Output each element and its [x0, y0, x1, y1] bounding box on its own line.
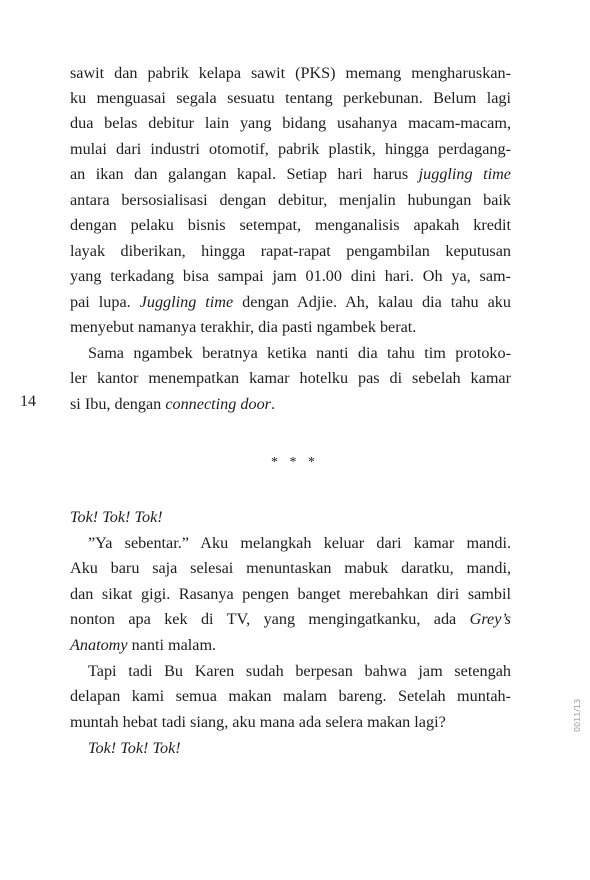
italic-text: connecting door	[165, 395, 271, 413]
text-line	[70, 317, 511, 337]
italic-text: juggling time	[418, 165, 511, 183]
text-line	[70, 164, 511, 184]
side-code: 0011/13	[573, 698, 582, 732]
text-line	[70, 712, 511, 732]
text-segment: dengan Adjie. Ah, kalau dia tahu aku	[233, 293, 511, 311]
text-segment: pai lupa.	[70, 293, 140, 311]
italic-text: Grey’s	[469, 610, 511, 628]
text-line	[88, 533, 511, 553]
text-segment: ler kantor menempatkan kamar hotelku pas di sebelah kamar	[70, 369, 511, 387]
text-line	[70, 609, 511, 629]
text-segment: ”Ya sebentar.” Aku melangkah keluar dari kamar mandi.	[88, 534, 511, 552]
text-line	[70, 88, 511, 108]
text-segment: Tapi tadi Bu Karen sudah berpesan bahwa jam setengah	[88, 662, 511, 680]
text-segment: ku menguasai segala sesuatu tentang perkebunan. Belum lagi	[70, 89, 511, 107]
text-segment: dengan pelaku bisnis setempat, menganalisis apakah kredit	[70, 216, 511, 234]
italic-text: Tok! Tok! Tok!	[88, 739, 181, 757]
text-segment: yang terkadang bisa sampai jam 01.00 dini hari. Oh ya, sam-	[70, 267, 511, 285]
page-number: 14	[20, 393, 36, 410]
text-segment: sawit dan pabrik kelapa sawit (PKS) memang mengharuskan-	[70, 64, 511, 82]
text-line	[70, 507, 511, 527]
text-line	[70, 215, 511, 235]
text-segment: mulai dari industri otomotif, pabrik plastik, hingga perdagang-	[70, 140, 511, 158]
text-segment: Aku baru saja selesai menuntaskan mabuk daratku, mandi,	[70, 559, 511, 577]
text-line	[70, 190, 511, 210]
text-line	[88, 738, 511, 758]
italic-text: Juggling time	[139, 293, 234, 311]
text-segment: an ikan dan galangan kapal. Setiap hari harus	[70, 165, 419, 183]
text-segment: dua belas debitur lain yang bidang usahanya macam-macam,	[70, 114, 511, 132]
italic-text: Anatomy	[70, 636, 128, 654]
text-segment: delapan kami semua makan malam bareng. Setelah muntah-	[70, 687, 511, 705]
text-line	[70, 686, 511, 706]
text-segment: dan sikat gigi. Rasanya pengen banget merebahkan diri sambil	[70, 585, 511, 603]
text-line	[70, 113, 511, 133]
text-segment: .	[270, 395, 276, 413]
text-line	[70, 584, 511, 604]
text-line	[70, 394, 511, 414]
text-segment: nonton apa kek di TV, yang mengingatkanku, ada	[70, 610, 470, 628]
text-line	[70, 63, 511, 83]
text-segment: nanti malam.	[127, 636, 217, 654]
text-segment: layak diberikan, hingga rapat-rapat pengambilan keputusan	[70, 242, 511, 260]
text-line	[70, 292, 511, 312]
text-segment: muntah hebat tadi siang, aku mana ada selera makan lagi?	[70, 713, 446, 731]
italic-text: Tok! Tok! Tok!	[70, 508, 163, 526]
text-line	[70, 368, 511, 388]
section-divider: * * *	[271, 455, 319, 470]
text-line	[70, 241, 511, 261]
text-line	[70, 635, 511, 655]
text-line	[70, 266, 511, 286]
text-line	[70, 558, 511, 578]
text-segment: menyebut namanya terakhir, dia pasti ngambek berat.	[70, 318, 417, 336]
text-line	[88, 343, 511, 363]
text-line	[70, 139, 511, 159]
text-segment: Sama ngambek beratnya ketika nanti dia tahu tim protoko-	[88, 344, 511, 362]
text-segment: antara bersosialisasi dengan debitur, menjalin hubungan baik	[70, 191, 511, 209]
text-segment: si Ibu, dengan	[70, 395, 166, 413]
text-line	[88, 661, 511, 681]
